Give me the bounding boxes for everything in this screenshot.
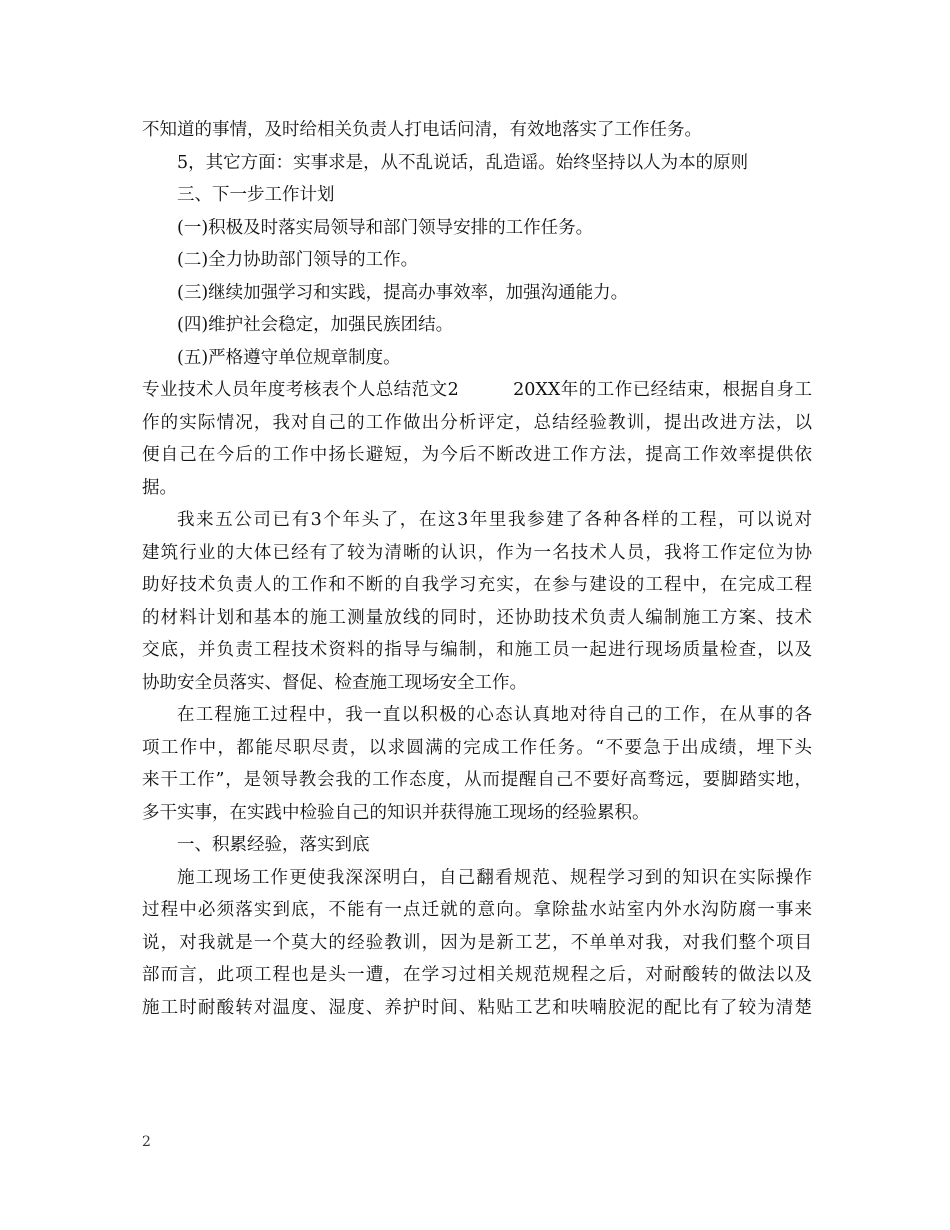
text-line: 建筑行业的大体已经有了较为清晰的认识，作为一名技术人员，我将工作定位为协 xyxy=(142,542,812,563)
text-line: 不知道的事情，及时给相关负责人打电话问清，有效地落实了工作任务。 xyxy=(142,120,702,140)
text-line: 项工作中，都能尽职尽责，以求圆满的完成工作任务。“不要急于出成绩，埋下头 xyxy=(142,737,812,758)
text-line: (三)继续加强学习和实践，提高办事效率，加强沟通能力。 xyxy=(177,282,629,303)
text-line: 交底，并负责工程技术资料的指导与编制，和施工员一起进行现场质量检查，以及 xyxy=(142,640,812,660)
text-line: 多干实事，在实践中检验自己的知识并获得施工现场的经验累积。 xyxy=(142,802,650,823)
text-line: 5，其它方面：实事求是，从不乱说话，乱造谣。始终坚持以人为本的原则 xyxy=(177,152,749,173)
text-line: 作的实际情况，我对自己的工作做出分析评定，总结经验教训，提出改进方法，以 xyxy=(142,412,812,433)
text-line: 在工程施工过程中，我一直以积极的心态认真地对待自己的工作，在从事的各 xyxy=(177,705,812,725)
text-line: (二)全力协助部门领导的工作。 xyxy=(177,250,419,270)
text-line: (一)积极及时落实局领导和部门领导安排的工作任务。 xyxy=(177,217,594,238)
text-line: 来干工作”，是领导教会我的工作态度，从而提醒自己不要好高骛远，要脚踏实地， xyxy=(142,770,812,790)
document-body xyxy=(142,114,812,1024)
text-line: 施工时耐酸转对温度、湿度、养护时间、粘贴工艺和呋喃胶泥的配比有了较为清楚 xyxy=(142,997,812,1018)
page-number: 2 xyxy=(142,1134,151,1150)
text-line: (四)维护社会稳定，加强民族团结。 xyxy=(177,315,454,335)
text-line: 便自己在今后的工作中扬长避短，为今后不断改进工作方法，提高工作效率提供依 xyxy=(142,445,812,465)
text-line: 施工现场工作更使我深深明白，自己翻看规范、规程学习到的知识在实际操作 xyxy=(177,867,812,888)
text-line: 专业技术人员年度考核表个人总结范文2 20XX年的工作已经结束，根据自身工 xyxy=(142,380,812,400)
text-line: 据。 xyxy=(142,477,177,498)
text-line: 我来五公司已有3个年头了，在这3年里我参建了各种各样的工程，可以说对 xyxy=(177,510,812,530)
text-line: 过程中必须落实到底，不能有一点迁就的意向。拿除盐水站室内外水沟防腐一事来 xyxy=(142,900,812,920)
text-line: 一、积累经验，落实到底 xyxy=(177,835,370,855)
text-line: 三、下一步工作计划 xyxy=(177,185,335,205)
text-line: 助好技术负责人的工作和不断的自我学习充实，在参与建设的工程中，在完成工程 xyxy=(142,575,812,595)
text-line: 的材料计划和基本的施工测量放线的同时，还协助技术负责人编制施工方案、技术 xyxy=(142,607,812,628)
text-line: 说，对我就是一个莫大的经验教训，因为是新工艺，不单单对我，对我们整个项目 xyxy=(142,932,812,953)
text-line: 部而言，此项工程也是头一遭，在学习过相关规范规程之后，对耐酸转的做法以及 xyxy=(142,965,812,985)
text-line: 协助安全员落实、督促、检查施工现场安全工作。 xyxy=(142,672,527,693)
text-line: (五)严格遵守单位规章制度。 xyxy=(177,347,401,368)
